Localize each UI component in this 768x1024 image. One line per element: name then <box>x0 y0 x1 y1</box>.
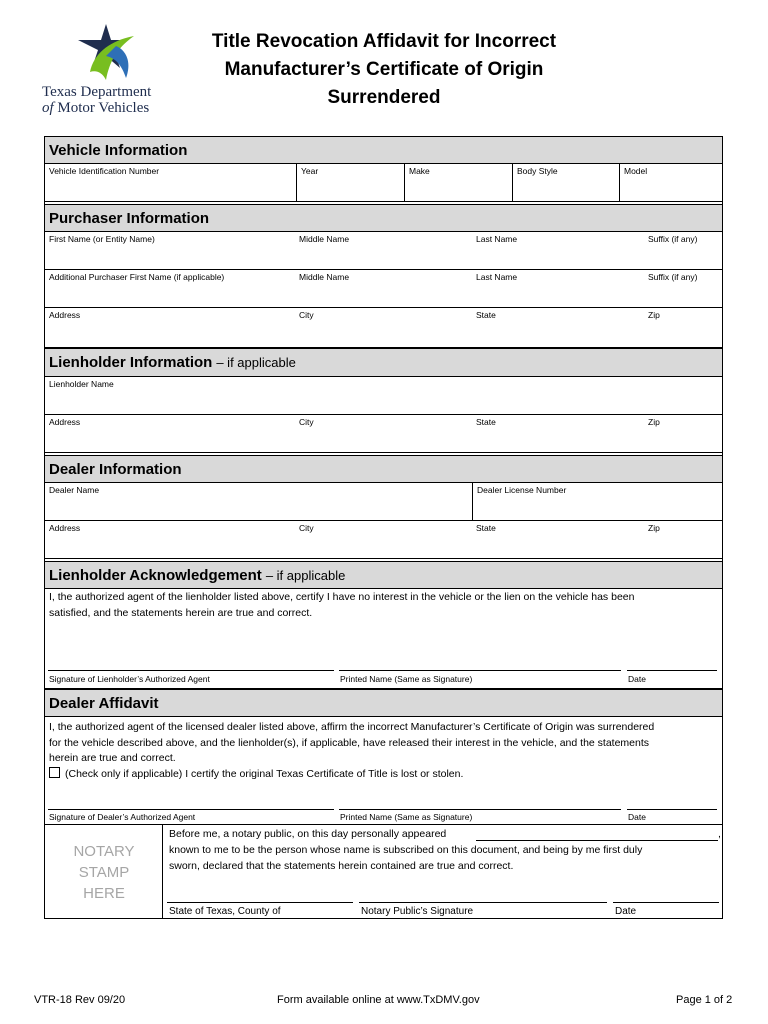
notary-signature-line[interactable] <box>359 902 607 903</box>
lien-ack-body <box>45 589 722 689</box>
county-line[interactable] <box>167 902 353 903</box>
lienholder-heading-text: Lienholder Information <box>49 354 213 371</box>
stamp-line3: HERE <box>83 885 125 902</box>
form-id: VTR-18 Rev 09/20 <box>34 994 126 1006</box>
notary-line3: sworn, declared that the statements herein contained are true and correct. <box>169 860 514 872</box>
lien-ack-signature-label: Signature of Lienholder’s Authorized Agent <box>49 674 210 684</box>
lienholder-name-row[interactable] <box>45 377 722 415</box>
lien-ack-statement <box>49 590 719 621</box>
dealer-name-label: Dealer Name <box>49 485 100 495</box>
lienholder-heading-sub: – if applicable <box>216 355 296 370</box>
purchaser-heading-text: Purchaser Information <box>49 209 210 227</box>
purchaser-city-label: City <box>299 310 314 320</box>
lienholder-address-label: Address <box>49 417 81 427</box>
logo-line2-rest: Motor Vehicles <box>53 100 150 116</box>
txdmv-logo <box>40 22 180 117</box>
add-middle-name-label: Middle Name <box>299 272 350 282</box>
title-line1: Title Revocation Affidavit for Incorrect <box>211 31 557 52</box>
lienholder-name-label: Lienholder Name <box>49 379 114 389</box>
body-style-field[interactable] <box>512 164 619 201</box>
lien-ack-line2: satisfied, and the statements herein are true and correct. <box>49 606 313 619</box>
dealer-printed-name-line[interactable] <box>339 809 621 810</box>
dealer-address-row[interactable] <box>45 521 722 559</box>
vehicle-row <box>45 164 722 202</box>
purchaser-address-row[interactable] <box>45 308 722 348</box>
dealer-state-label: State <box>476 523 496 533</box>
county-label: State of Texas, County of <box>169 906 281 917</box>
dealer-affidavit-line2: for the vehicle described above, and the lienholder(s), if applicable, have released their interest in the vehicle, and the statements <box>49 736 650 749</box>
add-suffix-label: Suffix (if any) <box>648 272 698 282</box>
notary-line1-end: , <box>718 828 721 840</box>
lienholder-section-heading <box>45 348 722 377</box>
stamp-line2: STAMP <box>78 864 130 881</box>
lien-ack-date-line[interactable] <box>627 670 717 671</box>
document-title <box>190 28 578 112</box>
dealer-signature-label: Signature of Dealer’s Authorized Agent <box>49 812 196 822</box>
vehicle-heading-text: Vehicle Information <box>49 141 188 159</box>
dealer-affidavit-body <box>45 717 722 825</box>
dealer-printed-label: Printed Name (Same as Signature) <box>340 812 473 822</box>
dealer-zip-label: Zip <box>648 523 660 533</box>
dealer-date-label: Date <box>628 812 646 822</box>
additional-purchaser-row[interactable] <box>45 270 722 308</box>
page-number: Page 1 of 2 <box>676 994 733 1006</box>
notary-line2: known to me to be the person whose name is subscribed on this document, and being by me first duly <box>169 844 643 856</box>
purchaser-zip-label: Zip <box>648 310 660 320</box>
lien-ack-section-heading <box>45 561 722 589</box>
txdmv-star-icon <box>76 22 138 82</box>
make-field[interactable] <box>404 164 512 201</box>
lienholder-city-label: City <box>299 417 314 427</box>
lost-stolen-label: (Check only if applicable) I certify the original Texas Certificate of Title is lost or stolen. <box>65 767 464 780</box>
logo-line2-of: of <box>42 100 54 116</box>
form-container <box>44 136 723 919</box>
suffix-label: Suffix (if any) <box>648 234 698 244</box>
dealer-affidavit-line3: herein are true and correct. <box>49 752 176 764</box>
lost-stolen-checkbox[interactable] <box>49 767 60 778</box>
purchaser-name-row[interactable] <box>45 232 722 270</box>
middle-name-label: Middle Name <box>299 234 350 244</box>
notary-date-label: Date <box>615 906 637 917</box>
stamp-line1: NOTARY <box>73 843 135 860</box>
add-last-name-label: Last Name <box>476 272 518 282</box>
make-label: Make <box>409 166 430 176</box>
lien-ack-heading-sub: – if applicable <box>265 567 346 583</box>
last-name-label: Last Name <box>476 234 518 244</box>
lienholder-zip-label: Zip <box>648 417 660 427</box>
lost-stolen-row <box>49 767 719 783</box>
appeared-name-line[interactable] <box>476 840 718 841</box>
year-label: Year <box>301 166 319 176</box>
dealer-name-field[interactable] <box>45 483 472 520</box>
vehicle-section-heading <box>45 137 722 164</box>
lien-ack-signature-line[interactable] <box>48 670 334 671</box>
first-name-label: First Name (or Entity Name) <box>49 234 155 244</box>
dealer-address-label: Address <box>49 523 81 533</box>
vin-field[interactable] <box>45 164 296 201</box>
logo-line2 <box>42 100 151 116</box>
dealer-license-field[interactable] <box>472 483 722 520</box>
purchaser-section-heading <box>45 204 722 232</box>
logo-line1: Texas Department <box>42 84 152 100</box>
dealer-section-heading <box>45 455 722 483</box>
lien-ack-printed-name-line[interactable] <box>339 670 621 671</box>
add-first-name-label: Additional Purchaser First Name (if applicable) <box>49 272 225 282</box>
lien-ack-date-label: Date <box>628 674 646 684</box>
dealer-affidavit-section-heading <box>45 689 722 717</box>
lienholder-address-row[interactable] <box>45 415 722 453</box>
title-line2: Manufacturer’s Certificate of Origin <box>224 59 544 80</box>
dealer-name-row <box>45 483 722 521</box>
dealer-date-line[interactable] <box>627 809 717 810</box>
notary-date-line[interactable] <box>613 902 719 903</box>
notary-stamp-area <box>45 825 163 918</box>
year-field[interactable] <box>296 164 404 201</box>
model-field[interactable] <box>619 164 722 201</box>
purchaser-address-label: Address <box>49 310 81 320</box>
online-availability: Form available online at www.TxDMV.gov <box>277 994 480 1006</box>
lien-ack-heading-text: Lienholder Acknowledgement <box>49 566 262 584</box>
notary-stamp-placeholder <box>45 841 163 904</box>
dealer-license-label: Dealer License Number <box>477 485 567 495</box>
dealer-signature-line[interactable] <box>48 809 334 810</box>
purchaser-state-label: State <box>476 310 496 320</box>
notary-line1: Before me, a notary public, on this day personally appeared <box>169 828 447 840</box>
dealer-heading-text: Dealer Information <box>49 460 182 478</box>
logo-text <box>42 84 151 116</box>
title-line3: Surrendered <box>327 87 441 108</box>
dealer-affidavit-line1: I, the authorized agent of the licensed dealer listed above, affirm the incorrect Manufacturer’s Certificate of Origin was surrendered <box>49 721 655 733</box>
model-label: Model <box>624 166 648 176</box>
dealer-affidavit-statement <box>49 720 719 782</box>
lienholder-state-label: State <box>476 417 496 427</box>
body-style-label: Body Style <box>517 166 558 176</box>
dealer-affidavit-heading-text: Dealer Affidavit <box>49 694 159 712</box>
lien-ack-line1: I, the authorized agent of the lienholder listed above, certify I have no interest in the vehicle or the lien on the vehicle has been <box>49 591 635 603</box>
vin-label: Vehicle Identification Number <box>49 166 160 176</box>
dealer-city-label: City <box>299 523 314 533</box>
notary-signature-label: Notary Public’s Signature <box>361 906 474 917</box>
lien-ack-printed-label: Printed Name (Same as Signature) <box>340 674 473 684</box>
